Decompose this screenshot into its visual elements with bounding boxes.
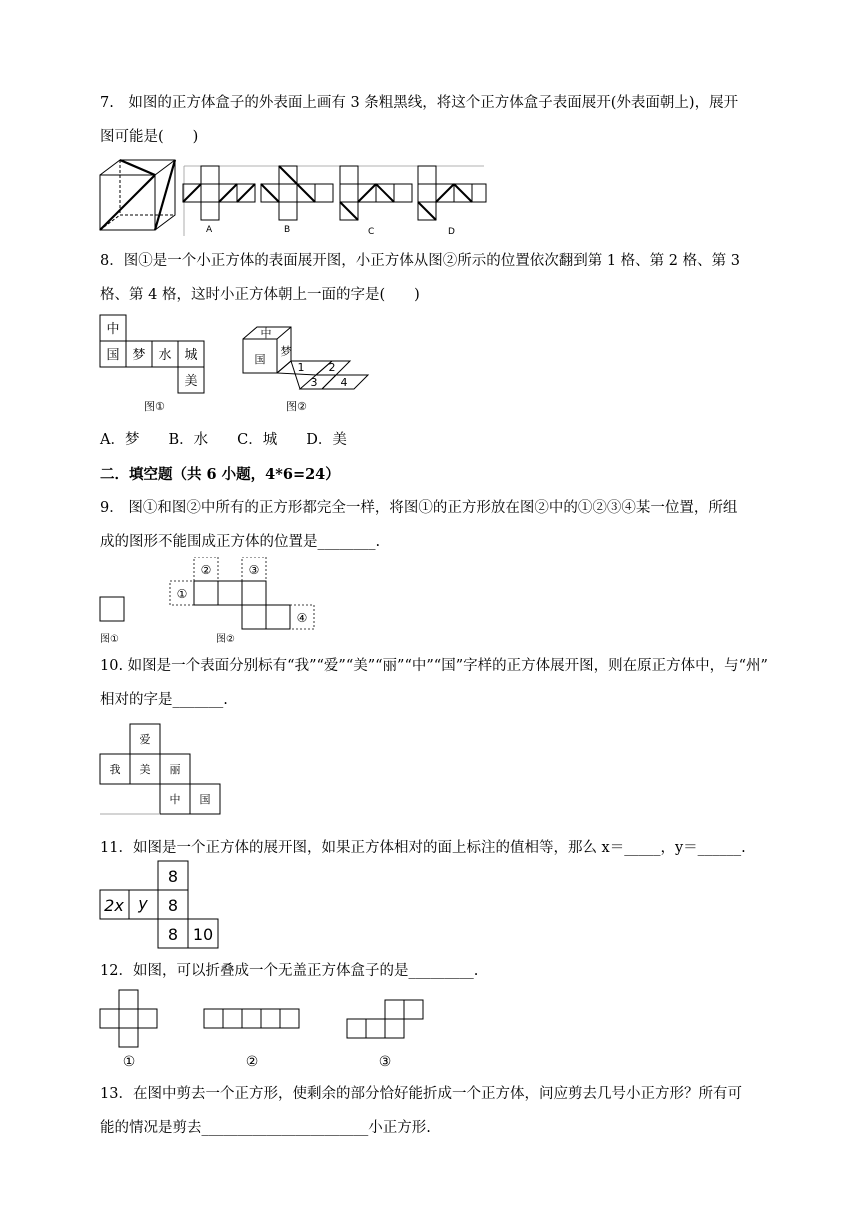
q9-fig1-square bbox=[100, 597, 124, 621]
section-title: 二．填空题（共 6 小题，4*6=24） bbox=[100, 466, 340, 483]
q12-net-2 bbox=[204, 1009, 299, 1028]
q12-label-3: ③ bbox=[378, 1054, 392, 1070]
q7-figure-svg bbox=[98, 158, 488, 238]
q8-net-cell-shui: 水 bbox=[158, 348, 172, 363]
q8-grid-number-4: 4 bbox=[340, 376, 348, 389]
q8-grid bbox=[277, 361, 368, 389]
q12-text-line1: 12．如图，可以折叠成一个无盖正方体盒子的是_________. bbox=[100, 963, 479, 979]
q10-cell-mei: 美 bbox=[139, 763, 151, 776]
q11-cell-2x: 2x bbox=[104, 896, 124, 915]
q7-text-line1: 7. 如图的正方体盒子的外表面上画有 3 条粗黑线，将这个正方体盒子表面展开(外表面朝上)，展开 bbox=[100, 95, 739, 111]
q7-net-b bbox=[261, 166, 333, 220]
q12-label-2: ② bbox=[245, 1054, 259, 1070]
q11-figure-svg bbox=[98, 859, 223, 951]
q8-text-line2: 格、第 4 格，这时小正方体朝上一面的字是( ) bbox=[100, 287, 420, 303]
q10-cell-wo: 我 bbox=[109, 763, 121, 776]
q8-cube-side-char: 梦 bbox=[280, 345, 292, 358]
q9-position-4: ④ bbox=[296, 611, 308, 625]
q10-text-line2: 相对的字是_______. bbox=[100, 692, 228, 708]
q8-fig1-caption: 图① bbox=[144, 400, 165, 413]
q9-figure bbox=[98, 557, 328, 649]
q9-position-2: ② bbox=[200, 563, 212, 577]
q13-text-line1: 13．在图中剪去一个正方形，使剩余的部分恰好能折成一个正方体，问应剪去几号小正方形？所有可 bbox=[100, 1086, 742, 1102]
q11-cell-10: 10 bbox=[192, 925, 214, 944]
q9-text-line2: 成的图形不能围成正方体的位置是________. bbox=[100, 534, 381, 550]
q9-fig1-caption: 图① bbox=[100, 634, 119, 645]
q8-figure-svg bbox=[98, 313, 388, 413]
q13-text-line2: 能的情况是剪去_______________________小正方形. bbox=[100, 1120, 431, 1136]
q7-cube-drawing bbox=[100, 160, 175, 230]
q7-option-d-label: D bbox=[448, 227, 455, 237]
q8-text-line1: 8．图①是一个小正方体的表面展开图，小正方体从图②所示的位置依次翻到第 1 格、第 2 格、第 3 bbox=[100, 253, 740, 269]
q8-cube-front-char: 国 bbox=[254, 353, 266, 366]
q10-text-line1: 10. 如图是一个表面分别标有“我”“爱”“美”“丽”“中”“国”字样的正方体展开图，则在原正方体中，与“州” bbox=[100, 658, 768, 674]
q7-figure bbox=[98, 158, 488, 242]
q11-figure bbox=[98, 859, 223, 955]
q7-option-c-label: C bbox=[368, 227, 375, 237]
q8-grid-number-1: 1 bbox=[297, 361, 305, 374]
q9-position-1: ① bbox=[176, 587, 188, 601]
q8-net-cell-guo: 国 bbox=[106, 348, 120, 363]
q8-grid-number-3: 3 bbox=[310, 376, 318, 389]
q12-label-1: ① bbox=[122, 1054, 136, 1070]
q9-fig2-net bbox=[194, 581, 290, 629]
q8-net-cell-cheng: 城 bbox=[184, 348, 198, 363]
q9-fig2-caption: 图② bbox=[216, 634, 235, 645]
q8-fig2-caption: 图② bbox=[286, 400, 307, 413]
q11-cell-y: y bbox=[138, 894, 148, 913]
q9-figure-svg bbox=[98, 557, 328, 645]
q10-cell-li: 丽 bbox=[169, 763, 181, 776]
q12-figure bbox=[98, 988, 428, 1074]
q7-net-d bbox=[418, 166, 486, 220]
q10-cell-guo: 国 bbox=[199, 793, 211, 806]
q9-text-line1: 9． 图①和图②中所有的正方形都完全一样，将图①的正方形放在图②中的①②③④某一位置，所组 bbox=[100, 500, 738, 516]
q8-net-cell-meng: 梦 bbox=[132, 348, 146, 363]
q10-figure-svg bbox=[98, 722, 228, 816]
q10-cell-zhong: 中 bbox=[169, 793, 181, 806]
q11-cell-bottom: 8 bbox=[167, 925, 179, 944]
q10-cell-ai: 爱 bbox=[139, 733, 151, 746]
q11-cell-middle: 8 bbox=[167, 896, 179, 915]
q7-net-a bbox=[183, 166, 255, 220]
q11-text-line1: 11．如图是一个正方体的展开图，如果正方体相对的面上标注的值相等，那么 x＝_____，y＝______. bbox=[100, 840, 746, 856]
q8-cube-top-char: 中 bbox=[260, 327, 272, 340]
q11-cell-top: 8 bbox=[167, 867, 179, 886]
q7-option-b-label: B bbox=[284, 225, 291, 235]
q7-option-a-label: A bbox=[206, 225, 213, 235]
q12-figure-svg bbox=[98, 988, 428, 1070]
q8-net-cell-mei: 美 bbox=[184, 374, 198, 389]
q7-net-c bbox=[340, 166, 412, 220]
q10-figure bbox=[98, 722, 228, 820]
q12-net-1 bbox=[100, 990, 157, 1047]
q9-position-3: ③ bbox=[248, 563, 260, 577]
q7-text-line2: 图可能是( ) bbox=[100, 129, 199, 145]
q8-grid-number-2: 2 bbox=[328, 361, 336, 374]
q12-net-3 bbox=[347, 1000, 423, 1038]
q8-figure bbox=[98, 313, 388, 417]
q8-net-cell-zhong: 中 bbox=[106, 322, 120, 337]
q8-options: A．梦 B．水 C．城 D．美 bbox=[100, 432, 347, 448]
